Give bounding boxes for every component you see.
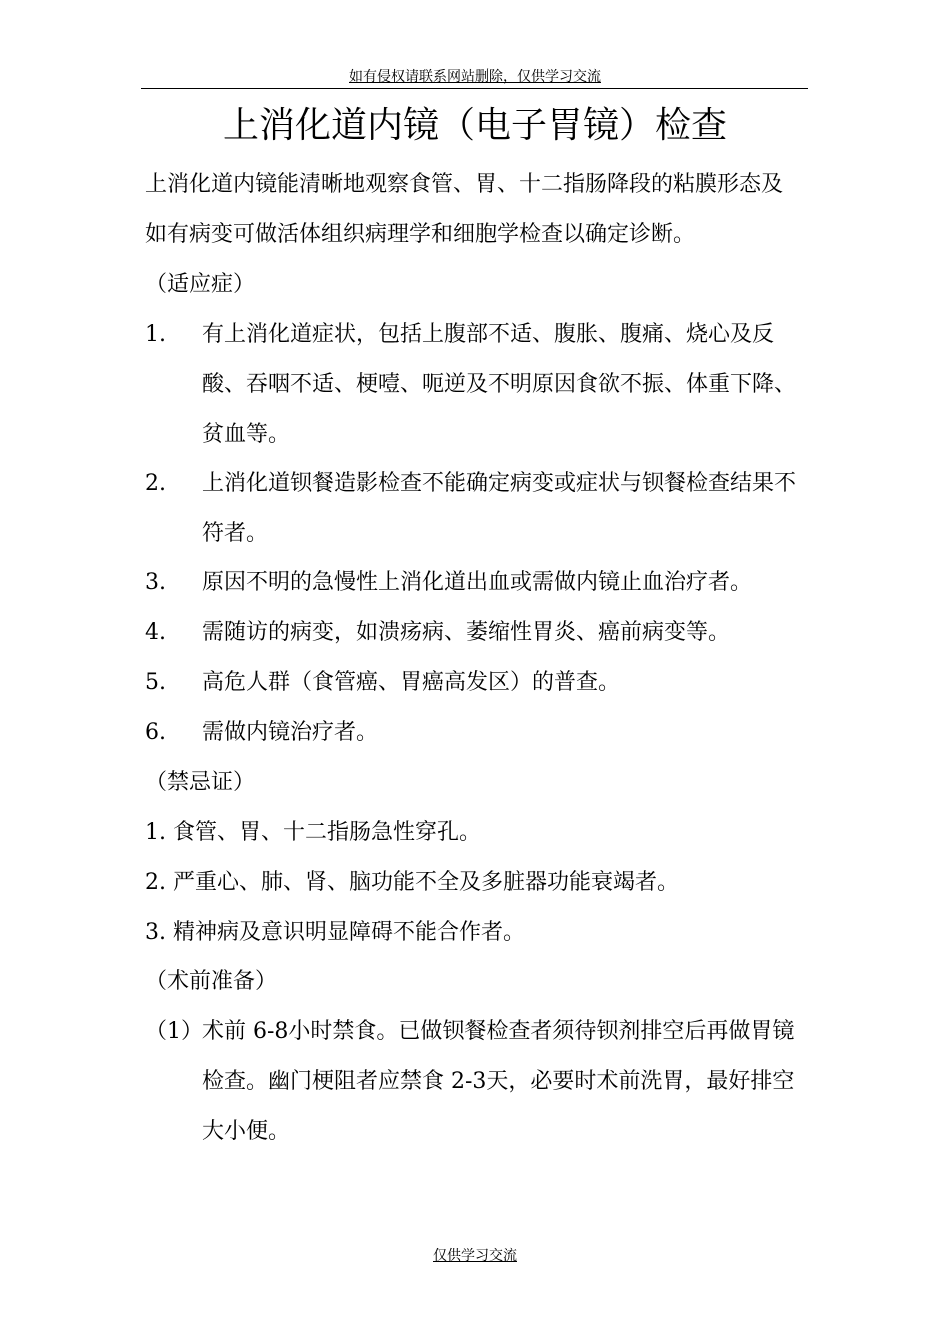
list-item-text: 需做内镜治疗者。 <box>202 720 379 745</box>
list-item: 3. 精神病及意识明显障碍不能合作者。 <box>145 920 525 945</box>
footer-note: 仅供学习交流 <box>433 1248 517 1264</box>
list-item-text: 需随访的病变，如溃疡病、萎缩性胃炎、癌前病变等。 <box>202 620 731 645</box>
list-item-text: 大小便。 <box>202 1119 291 1144</box>
section-heading-indications: （适应症） <box>145 272 256 297</box>
list-item: 2. 严重心、肺、肾、脑功能不全及多脏器功能衰竭者。 <box>145 870 679 895</box>
list-item-text: 原因不明的急慢性上消化道出血或需做内镜止血治疗者。 <box>202 570 753 595</box>
intro-line: 上消化道内镜能清晰地观察食管、胃、十二指肠降段的粘膜形态及 <box>145 172 784 197</box>
list-item-text: 符者。 <box>202 521 269 546</box>
header-note: 如有侵权请联系网站删除，仅供学习交流 <box>349 69 601 85</box>
list-item-text: 有上消化道症状，包括上腹部不适、腹胀、腹痛、烧心及反 <box>202 322 775 347</box>
list-item-number: 2. <box>145 471 166 496</box>
list-item-text: 上消化道钡餐造影检查不能确定病变或症状与钡餐检查结果不 <box>202 471 797 496</box>
section-heading-contraindications: （禁忌证） <box>145 770 256 795</box>
list-item-number: 5. <box>145 670 166 695</box>
document-title: 上消化道内镜（电子胃镜）检查 <box>222 105 727 146</box>
list-item-text: 术前 6-8小时禁食。已做钡餐检查者须待钡剂排空后再做胃镜 <box>202 1019 795 1044</box>
list-item-number: 3. <box>145 570 166 595</box>
list-item-text: 酸、吞咽不适、梗噎、呃逆及不明原因食欲不振、体重下降、 <box>202 372 797 397</box>
header-rule <box>141 88 808 89</box>
list-item-number: （1） <box>145 1019 203 1044</box>
list-item: 1. 食管、胃、十二指肠急性穿孔。 <box>145 820 481 845</box>
list-item-number: 6. <box>145 720 166 745</box>
intro-line: 如有病变可做活体组织病理学和细胞学检查以确定诊断。 <box>145 222 696 247</box>
section-heading-preparation: （术前准备） <box>145 969 278 994</box>
list-item-number: 1. <box>145 322 166 347</box>
list-item-text: 高危人群（食管癌、胃癌高发区）的普查。 <box>202 670 621 695</box>
list-item-text: 检查。幽门梗阻者应禁食 2-3天，必要时术前洗胃，最好排空 <box>202 1069 795 1094</box>
list-item-text: 贫血等。 <box>202 422 291 447</box>
list-item-number: 4. <box>145 620 166 645</box>
